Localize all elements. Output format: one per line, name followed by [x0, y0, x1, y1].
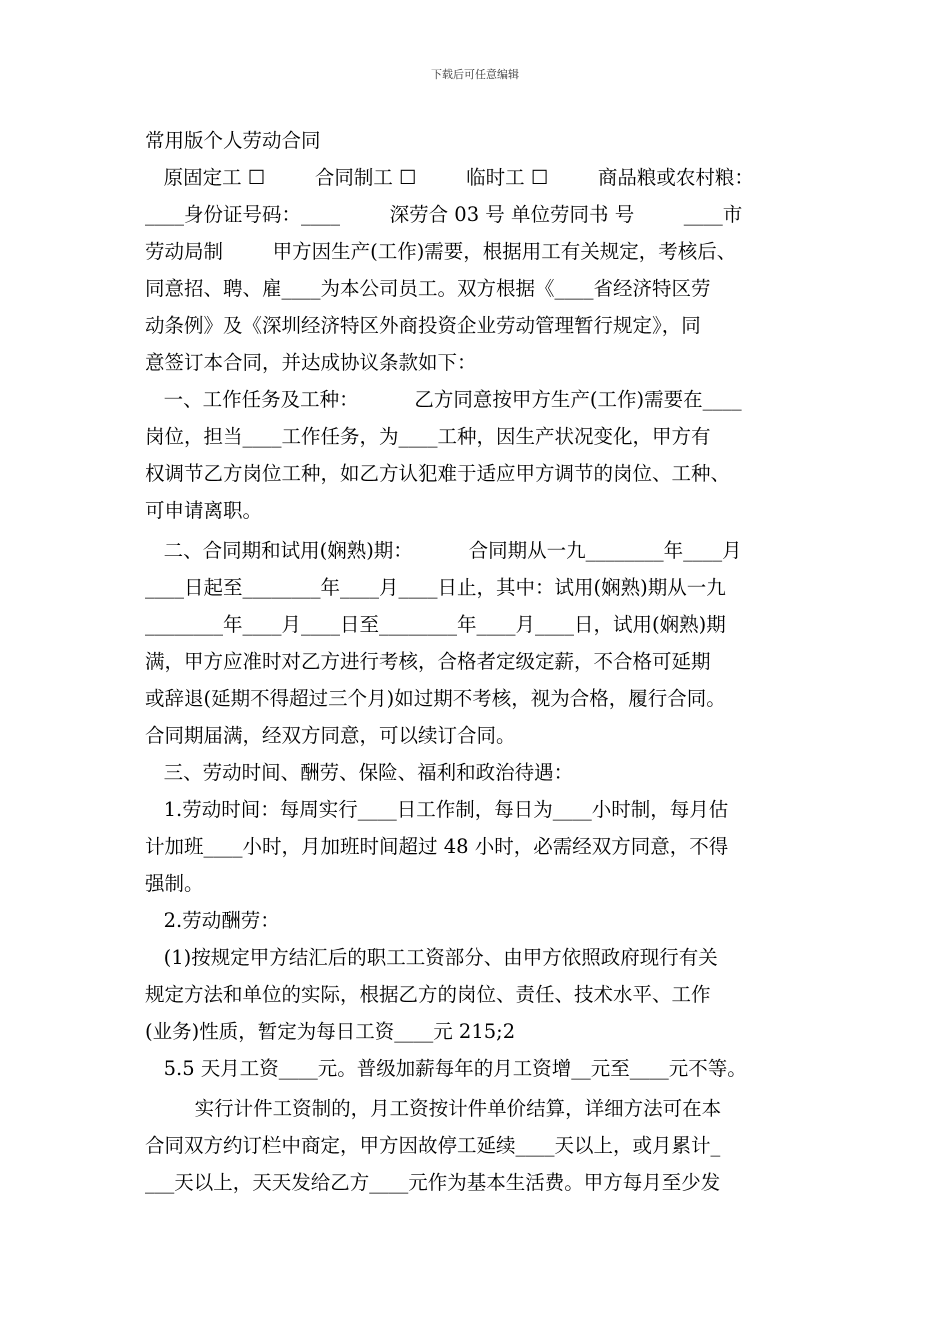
text-line: 强制。 [145, 872, 204, 895]
text-line: 可申请离职。 [145, 499, 263, 522]
text-line: 同意招、聘、雇____为本公司员工。双方根据《____省经济特区劳 [145, 277, 711, 300]
text-line: 规定方法和单位的实际，根据乙方的岗位、责任、技术水平、工作 [145, 983, 711, 1006]
section-heading-2: 二、合同期和试用(娴熟)期： 合同期从一九________年____月 [145, 539, 742, 562]
text-line: ___天以上，天天发给乙方____元作为基本生活费。甲方每月至少发 [145, 1171, 721, 1194]
text-line: 动条例》及《深圳经济特区外商投资企业劳动管理暂行规定》，同 [145, 314, 701, 337]
text-line: (1)按规定甲方结汇后的职工工资部分、由甲方依照政府现行有关 [145, 946, 718, 969]
text-line: 1.劳动时间：每周实行____日工作制，每日为____小时制，每月估 [145, 798, 729, 821]
text-line: 或辞退(延期不得超过三个月)如过期不考核，视为合格，履行合同。 [145, 687, 726, 710]
text-line: 意签订本合同，并达成协议条款如下： [145, 351, 477, 374]
contract-body [145, 122, 835, 1201]
employment-type-line: 原固定工 ☐ 合同制工 ☐ 临时工 ☐ 商品粮或农村粮： [145, 166, 754, 189]
section-heading-1: 一、工作任务及工种： 乙方同意按甲方生产(工作)需要在____ [145, 388, 742, 411]
text-line: 权调节乙方岗位工种，如乙方认犯难于适应甲方调节的岗位、工种、 [145, 462, 731, 485]
document-title: 常用版个人劳动合同 [145, 129, 321, 152]
text-line: (业务)性质，暂定为每日工资____元 215;2 [145, 1020, 516, 1043]
text-line: 满，甲方应准时对乙方进行考核，合格者定级定薪，不合格可延期 [145, 650, 711, 673]
text-line: 5.5 天月工资____元。普级加薪每年的月工资增__元至____元不等。 [145, 1057, 747, 1080]
text-line: 合同期届满，经双方同意，可以续订合同。 [145, 724, 516, 747]
text-line: ____身份证号码：____ 深劳合 03 号 单位劳同书 号 ____市 [145, 203, 743, 226]
text-line: 劳动局制 甲方因生产(工作)需要，根据用工有关规定，考核后、 [145, 240, 737, 263]
text-line: ____日起至________年____月____日止，其中：试用(娴熟)期从一九 [145, 576, 726, 599]
page-header: 下载后可任意编辑 [431, 68, 519, 81]
text-line: 实行计件工资制的，月工资按计件单价结算，详细方法可在本 [145, 1097, 722, 1120]
text-line: 合同双方约订栏中商定，甲方因故停工延续____天以上，或月累计_ [145, 1134, 721, 1157]
subsection-heading: 2.劳动酬劳： [145, 909, 280, 932]
text-line: 计加班____小时，月加班时间超过 48 小时，必需经双方同意，不得 [145, 835, 729, 858]
text-line: 岗位，担当____工作任务，为____工种，因生产状况变化，甲方有 [145, 425, 711, 448]
text-line: ________年____月____日至________年____月____日，试用(娴熟)期 [145, 613, 726, 636]
section-heading-3: 三、劳动时间、酬劳、保险、福利和政治待遇： [145, 761, 574, 784]
